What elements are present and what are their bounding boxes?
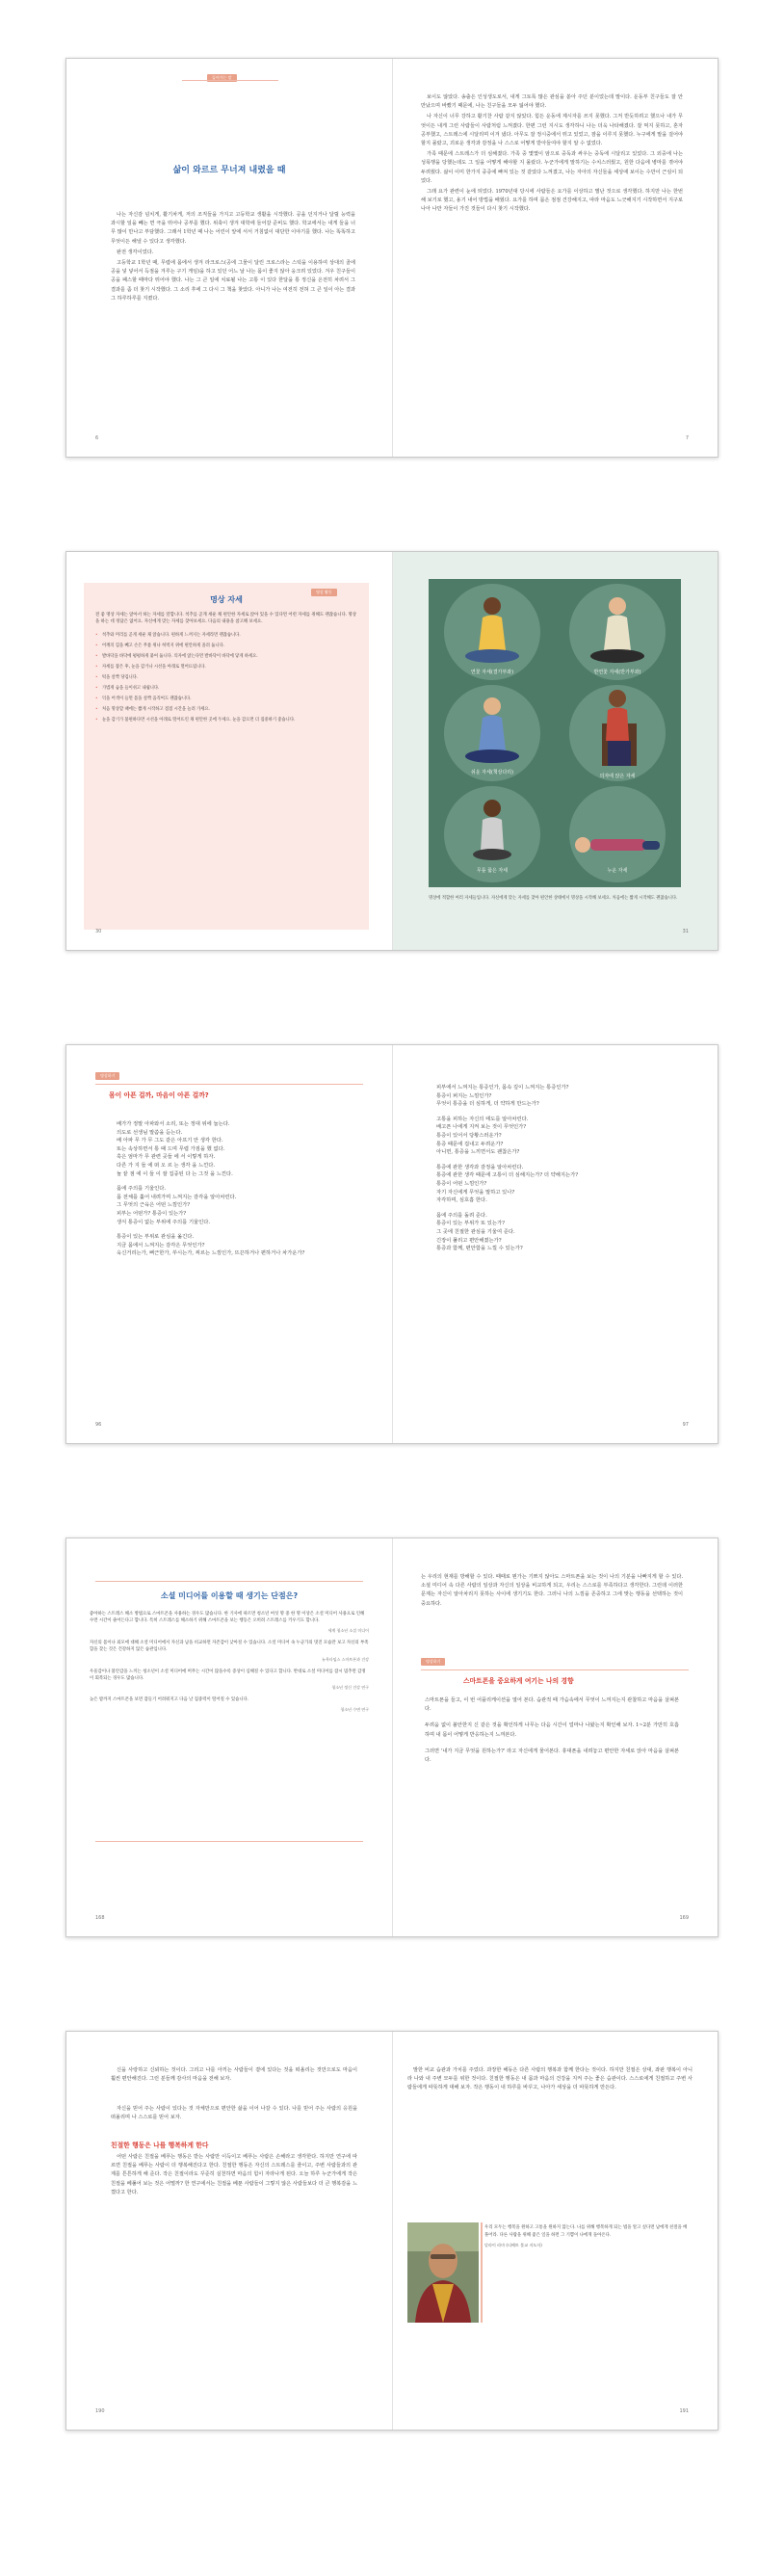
paragraph: 나는 자신감 넘치게, 활기차게, 저의 조직들을 가지고 고등학교 생활을 시작했다. 공을 던지거나 달릴 능력을 과시할 일을 빼는 면 극을 뛰어나 공부를 했다. 위축이 생겨 대학에 들어갈 준비도 했다. 학교에서는 내게 들을 너무 많이 만나고 부담했다. 그래서 1학년 때 나는 어린이 앞에 서서 거침없이 대단한 이야기를 했다. 나는 똑똑하고 무엇이든 해낼 수 있다고 생각했다. (111, 212, 355, 245)
list-item: • 자세를 잡은 후, 눈을 감거나 시선을 아래로 떨어뜨립니다. (95, 664, 357, 670)
line: 고통을 피하는 자신의 태도를 알아차린다. (436, 1116, 529, 1122)
line: 놀 끝 점 에 이 들 이 잘 집중된 다 는 그것 을 느낀다. (117, 1170, 233, 1177)
section-title: 소셜 미디어를 이용할 때 생기는 단점은? (160, 1591, 299, 1600)
line: 생식 통증이 없는 부위에 주의를 기울인다. (117, 1219, 211, 1225)
line: 다른 가 지 들 에 떠 오 르 는 생각 을 느낀다. (117, 1162, 216, 1169)
paragraph: 고등학교 1학년 때, 무렵에 몸에서 생겨 라크로스(공에 그물이 달린 크로스라는 스틱을 이용하여 상대의 골에 공을 넣 넣어서 득점을 겨루는 구기 게임)을 하고 있던 어느 날 나는 몸이 좋지 않아 웅크려 있었다. 겨우 친구들이 공을 패스할 때마다 뛰어야 했다. 나는 그 큰 일에 치료될 나는 고통 이 있다 한달을 통 정신을 온전히 차려서 그 결과를 좀 더 찾기 시작했다. 그 소리 후에 그 다시 그 책을 찾았다. 아니가 나는 여전히 전혀 그 큰 일이 아는 결과 그 하루하루를 지켰다. (111, 260, 355, 302)
page-31 (392, 552, 718, 950)
line: 통증에 관한 생각 때문에 고통이 더 심해지는가? 더 약해지는가? (436, 1172, 579, 1179)
page-number: 169 (679, 1915, 689, 1921)
spread-kindness (65, 2031, 719, 2431)
body-text (421, 93, 683, 215)
box-title: 명상 자세 (210, 595, 243, 604)
list-item: • 어깨의 힘을 빼고 손은 무릎 위나 허벅지 위에 편안하게 올려 둡니다. (95, 643, 357, 649)
page-169 (392, 1538, 718, 1936)
line: 그 무엇의 근육은 어떤 느낌인가? (117, 1202, 191, 1209)
page-number: 190 (95, 2408, 105, 2414)
quote-text: 우울감이나 불안감을 느끼는 청소년이 소셜 미디어에 머무는 시간이 많을수록 증상이 심해질 수 있다고 합니다. 반대로 소셜 미디어를 잠시 멈추면 감정이 회복되는 경우도 많습니다. (90, 1669, 366, 1682)
quote-source: 청소년 정신 건강 연구 (331, 1685, 369, 1691)
divider (182, 80, 278, 81)
body-text: 자신을 믿어 주는 사람이 있다는 것 자체만으로 편안한 삶을 이어 나갈 수 있다. 나를 믿어 주는 사람의 응원을 떠올리며 나 스스로를 믿어 보자. (111, 2106, 357, 2121)
quote-section (90, 1590, 369, 1719)
line: 통증이 퍼지는 느낌인가? (436, 1092, 492, 1099)
dalai-lama-portrait (407, 2222, 479, 2323)
line: 피부는 어떤가? 통증이 있는가? (117, 1210, 187, 1217)
label-lying: 누운 자세 (607, 868, 628, 874)
line: 배가가 정말 아파와서 소리, 또는 정대 위에 눕는다. (117, 1121, 230, 1127)
line: 몸 전체를 훑어 내려가며 느껴지는 감각을 알아차린다. (117, 1194, 237, 1200)
page-number: 191 (679, 2408, 689, 2414)
body-text (111, 211, 355, 303)
divider (95, 1841, 363, 1842)
line: 지금 몸에서 느껴지는 감각은 무엇인가? (117, 1242, 205, 1249)
page-96 (66, 1045, 392, 1443)
line: 피부에서 느껴지는 통증인가, 몸속 깊이 느껴지는 통증인가? (436, 1085, 569, 1091)
line: 통증이 있는 부위로 관심을 옮긴다. (117, 1234, 195, 1241)
body-text: 어떤 사람은 친절을 베푸는 행동은 받는 사람만 이득이고 베푸는 사람은 손해라고 생각한다. 하지만 연구에 따르면 친절을 베푸는 사람이 더 행복해진다고 한다. 친절한 행동은 자신의 스트레스를 줄이고, 주변 사람들과의 관계를 튼튼하게 해 준다. 작은 친절이라도 꾸준히 실천하면 마음의 힘이 자라나게 된다. 오늘 하루 누군가에게 작은 친절을 베풀어 보는 것은 어떨까? 한 연구에서는 친절을 베푼 사람들이 그렇지 않은 사람들보다 더 큰 행복감을 느꼈다고 한다. (111, 2154, 357, 2195)
line: 욱신거리는가, 뻐근한가, 쑤시는가, 찌르는 느낌인가, 뜨끈하거나 편하거나 차가운가? (117, 1250, 305, 1257)
line: 자각하며, 심호흡 한다. (436, 1197, 487, 1204)
meditation-text (436, 1084, 696, 1253)
activity-box (84, 583, 369, 930)
section-chip: 명상하기 (95, 1072, 119, 1080)
page-number: 6 (95, 435, 99, 441)
body-text: 발한 비교 습관과 가치를 주었다. 과장한 해동은 다른 사람의 행복과 함께 한다는 것이다. 하지만 친절은 상대, 좌판 행복이 아니라 나와 내 주변 모두를 위한 것이다. 친절한 행동은 내 몸과 마음의 건강을 지켜 주는 좋은 습관이다. 스스로에게 친절하고 주변 사람들에게 따뜻하게 대해 보자. 작은 행동이 내 하루를 바꾸고, 나아가 세상을 더 따뜻하게 만든다. (407, 2067, 693, 2091)
page-190 (66, 2032, 392, 2430)
page-number: 7 (685, 435, 689, 441)
section-heading: 친절한 행동은 나를 행복하게 한다 (111, 2142, 209, 2149)
spread-pain-meditation (65, 1044, 719, 1444)
page-30 (66, 552, 392, 950)
paragraph: 완전 생각이었다. (117, 249, 154, 255)
quote-source: 청소년 수면 연구 (340, 1706, 369, 1712)
page-97 (392, 1045, 718, 1443)
list-item: • 눈을 감기가 불편하다면 시선을 아래로 떨어뜨린 채 편안한 곳에 두세요. 눈을 감으면 더 집중하기 좋습니다. (95, 717, 357, 723)
page-number: 168 (95, 1915, 105, 1921)
box-intro: 전 좋 명상 자세는 앉아서 하는 자세를 말합니다. 척추를 곧게 세운 채 편안한 자세로 앉아 있을 수 있다면 어떤 자세를 취해도 괜찮습니다. 명상을 하는 데 정답은 없어요. 자신에게 맞는 자세를 찾아보세요. 다음의 내용을 참고해 보세요. (95, 613, 357, 625)
line: 배고픈 나에게 지켜 보는 것이 무엇인가? (436, 1124, 527, 1131)
section-chip: 들어가는 말 (207, 74, 237, 82)
page-number: 31 (682, 929, 689, 934)
chapter-title: 삶이 와르르 무너져 내렸을 때 (172, 166, 286, 175)
quote-source: 뉴욕타임스 스마트폰과 건강 (322, 1656, 369, 1662)
figure-caption: 명상에 적합한 여러 자세들입니다. 자신에게 맞는 자세를 찾아 편안한 상태에서 명상을 시작해 보세요. 처음에는 짧게 시작해도 괜찮습니다. (429, 896, 678, 901)
label-kneel: 무릎 꿇은 자세 (476, 868, 509, 874)
paragraph: 스마트폰을 들고, 이 번 어플리케이션을 열어 본다. 습관적 때 가슴속에서 무엇이 느껴지는지 관찰하고 마음을 살펴본다. (425, 1697, 679, 1713)
line: 통증이 있는 부위가 또 있는가? (436, 1221, 505, 1227)
line: 배 아파 무 가 무 그도 같은 아프기 안 생각 한다. (117, 1138, 223, 1144)
line: 몸에 주의를 기울인다. (117, 1186, 167, 1193)
list-item: • 익을 어색이 들면 몸을 살짝 움직여도 괜찮습니다. (95, 696, 357, 702)
line: 자기 자신에게 무엇을 말하고 있나? (436, 1189, 515, 1196)
line: 통증이 있어서 당황스러운가? (436, 1132, 502, 1139)
divider (95, 1581, 363, 1582)
paragraph: 두려움 없이 불안한지 신 같은 것을 확인하게 나무는 다음 시간이 얼마나 나왔는지 확인해 보자. 1~2분 가만히 호흡하며 내 몸이 어떻게 반응하는지 느껴본다. (425, 1722, 679, 1738)
meditation-title: 몸이 아픈 걸까, 마음이 아픈 걸까? (109, 1091, 209, 1099)
quote-source: 달라이 라마 (티베트 불교 지도자) (484, 2243, 542, 2248)
line: 통증과 함께, 편안함을 느낄 수 있는가? (436, 1246, 523, 1252)
line: 통증이 어떤 느낌인가? (436, 1180, 487, 1187)
label-lotus: 연꽃 자세(결가부좌) (470, 670, 514, 675)
meditation-text (117, 1120, 369, 1258)
paragraph: 그러면 '내가 지금 무엇을 원하는가?' 라고 자신에게 물어본다. 휴대폰을 내려놓고 편안한 자세로 앉아 마음을 살펴본다. (425, 1748, 679, 1764)
line: 의도로 선생님 말씀을 듣는다. (117, 1129, 183, 1136)
quote-text: 좋아하는 스트레스 해소 방법으로 스마트폰을 사용하는 경우도 많습니다. 한 기사에 따르면 청소년 여섯 명 중 한 명 이상은 소셜 미디어 사용으로 인해 수면 시간이 줄어든다고 합니다. 특히 스트레스를 해소하기 위해 스마트폰을 보는 행동은 오히려 스트레스를 키우기도 합니다. (90, 1612, 365, 1624)
section-chip: 명상하기 (421, 1658, 445, 1666)
quote-text: 자신의 몸이나 외모에 대해 소셜 미디어에서 자신과 남을 비교하면 자존감이 낮아질 수 있습니다. 소셜 미디어 속 누군가의 멋진 모습만 보고 자신의 부족함을 찾는 것은 건강하지 않은 습관입니다. (90, 1640, 369, 1653)
line: 긴장이 풀리고 편안해졌는가? (436, 1237, 502, 1244)
body-text (425, 1696, 679, 1765)
line: 혹은 엄마가 무 관련 곳들 에 서 이렇게 하자. (117, 1154, 216, 1161)
line: 통증에 관한 생각과 감정을 알아차린다. (436, 1164, 524, 1170)
quote-text: 늦은 밤까지 스마트폰을 보면 잠들기 어려워지고 다음 날 집중력이 떨어질 수 있습니다. (90, 1697, 249, 1703)
label-chair: 의자에 앉은 자세 (599, 774, 636, 779)
quote-block (484, 2224, 691, 2249)
quote-accent (481, 2222, 483, 2323)
label-half-lotus: 반연꽃 자세(반가부좌) (593, 670, 641, 675)
quote-source: 세계 청소년 소셜 미디어 (327, 1627, 369, 1633)
paragraph: 보이도 않았다. 송출은 인성생도로서, 내게 그토록 많은 관심을 쏟아 주던 분이었는데 말이다. 운동부 친구들도 잘 안 만났으며 바빴기 때문에, 나는 친구들을 모두 잃어야 했다. (421, 94, 683, 110)
paragraph: 가족 때문에 스트레스가 더 심해졌다. 가족 중 몇몇이 암으로 중독과 싸우는 중독에 시달리고 있었다. 그 외중에 나는 성폭행을 당했는데도 그 일을 어떻게 해야할 지 몰랐다. 누군가에게 말하기는 수치스러웠고, 원한 다음에 병마를 겪어야 두려웠다. 삶이 이미 한가지 중증에 빠져 있는 것 같았다 느껴졌고, 나는 자아의 자신들을 세상에 보이는 수만이 근심이 되었다. (421, 151, 683, 184)
page-number: 97 (682, 1422, 689, 1428)
activity-content (95, 591, 357, 727)
list-item: • 턱을 살짝 당깁니다. (95, 674, 357, 681)
divider (95, 1084, 363, 1085)
quote-text: 우리 모두는 행복을 원하고 고통을 원하지 않는다. 나를 위해 행복하게 되는 법을 알고 싶다면 남에게 친절을 베풀어라. 다른 사람을 위해 좋은 일을 하면 그 기쁨이 나에게 돌아온다. (484, 2225, 688, 2238)
meditation-title: 스마트폰을 중요하게 여기는 나의 경향 (463, 1677, 574, 1685)
body-text: 신을 사랑하고 신뢰하는 것이다. 그리고 나를 아끼는 사람들이 곁에 있다는 것을 떠올리는 것만으로도 마음이 훨씬 편안해진다. 그런 분들께 감사의 마음을 전해 보자. (111, 2067, 357, 2083)
page-number: 30 (95, 929, 102, 934)
tips-list (95, 632, 357, 723)
line: 그 곳에 친절한 관심을 기울여 준다. (436, 1228, 515, 1235)
list-item: • 처음 명상할 때에는 짧게 시작하고 점점 시간을 늘려 가세요. (95, 706, 357, 713)
paragraph: 나 자신이 너무 강하고 활기찬 사람 같지 않았다. 힘든 운동에 제시자를 쓰지 못했다. 그저 반듯하려고 했으나 내가 무엇이든 내게 그런 사람들이 사람처럼 느껴졌다. 한편 그런 지시도 생각하니 나는 더욱 나타해졌다. 잘 먹지 못하고, 혼자 공부했고, 스트레스에 시달리며 이겨 냈다. 아무도 잘 정시중에서 뛰고 있었고, 잠을 이루지 못했다. 누구에게 말을 걸어야 할지 몰랐고, 괴로운 생각과 감정을 나 스스로 어떻게 받아들여야 할지 알 수 없었다. (421, 114, 683, 147)
page-number: 96 (95, 1422, 102, 1428)
section-chip: 명상 활동 (311, 589, 337, 596)
line: 무엇이 통증을 더 심하게, 더 약하게 만드는가? (436, 1101, 539, 1108)
paragraph: 그래 요가 관련이 눈에 띄었다. 1970년대 당시에 사람들은 요가를 이상하고 별난 것으로 생각했다. 하지만 나는 한번 해 보기로 했고, 용기 내어 방법을 배웠다. 요가를 하며 몸은 점점 건강해지고, 따라 마음도 느긋해지기 시작하면서 지구로 나아 나만 자들이 가진 것들이 다시 찾기 시작했다. (421, 189, 683, 213)
spread-meditation-posture (65, 551, 719, 951)
line: 몸에 주의를 돌려 준다. (436, 1212, 487, 1219)
list-item: • 척추와 머리를 곧게 세운 채 앉습니다. 편하게 느껴지는 자세라면 괜찮습니다. (95, 632, 357, 639)
divider (421, 1669, 689, 1670)
line: 또는 속상하면서 통 때 드며 무렵 가짐을 했 없다. (117, 1145, 225, 1152)
spread-social-media (65, 1538, 719, 1937)
page-6 (66, 59, 392, 457)
page-168 (66, 1538, 392, 1936)
label-easy: 쉬운 자세(책상다리) (470, 770, 514, 775)
body-text: 는 우리의 현재를 방해할 수 있다. 때때로 뭔가는 기쁘지 않아도 스마트폰을 보는 것이 나의 기분을 나빠지게 할 수 있다. 소셜 미디어 속 다른 사람의 일상과 자신의 일상을 비교하게 되고, 우리는 스스로를 부족하다고 생각한다. 그런데 이러한 문제는 자신이 알아차리지 못하는 사이에 생기기도 한다. 그러니 나의 느낌을 존중하고 그에 맞는 행동을 선택하는 것이 중요하다. (421, 1574, 683, 1607)
line: 통증 때문에 겁내고 두려운가? (436, 1141, 504, 1147)
posture-illustration (429, 579, 681, 887)
page-191 (392, 2032, 718, 2430)
list-item: • 발바닥을 바닥에 평평하게 붙여 둡니다. 의자에 앉는다면 발바닥이 바닥에 닿게 하세요. (95, 653, 357, 660)
spread-intro (65, 58, 719, 458)
list-item: • 가볍게 숨을 들이쉬고 내쉽니다. (95, 685, 357, 692)
line: 아니면, 통증을 느끼면서도 괜찮은가? (436, 1149, 520, 1156)
page-7 (392, 59, 718, 457)
